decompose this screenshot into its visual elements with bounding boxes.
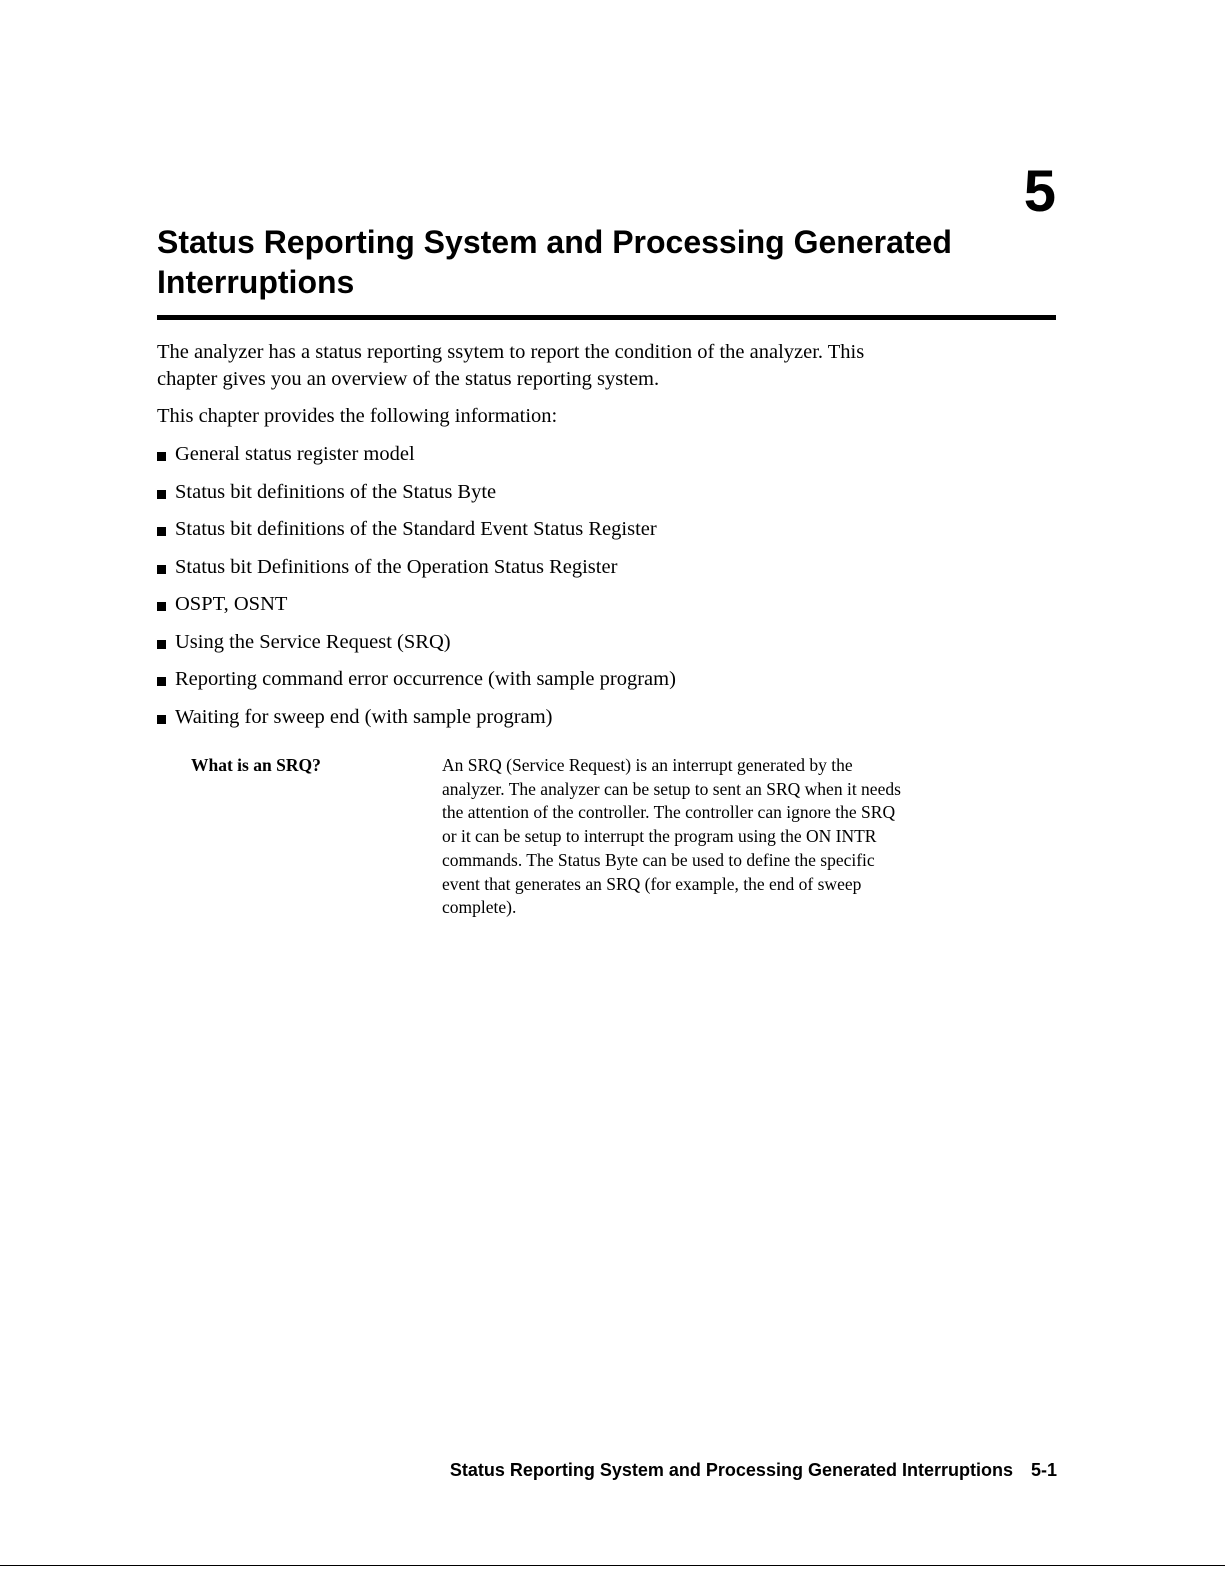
list-item — [157, 554, 676, 592]
chapter-title-line-1: Status Reporting System and Processing Generated — [157, 224, 952, 260]
note-line: analyzer. The analyzer can be setup to sent an SRQ when it needs — [442, 778, 901, 799]
list-item — [157, 704, 676, 742]
square-bullet-icon — [157, 490, 166, 499]
provides-paragraph: This chapter provides the following information: — [157, 405, 558, 427]
note-line: complete). — [442, 897, 517, 918]
list-item-text: Status bit definitions of the Standard Event Status Register — [175, 518, 657, 540]
square-bullet-icon — [157, 715, 166, 724]
list-item — [157, 516, 676, 554]
note-line: An SRQ (Service Request) is an interrupt generated by the — [442, 755, 853, 775]
note-label: What is an SRQ? — [191, 755, 321, 775]
list-item — [157, 591, 676, 629]
square-bullet-icon — [157, 677, 166, 686]
intro-paragraph — [157, 339, 1037, 393]
list-item-text: OSPT, OSNT — [175, 593, 288, 615]
list-item — [157, 479, 676, 517]
footer-title: Status Reporting System and Processing Generated Interruptions — [449, 1460, 1013, 1480]
square-bullet-icon — [157, 452, 166, 461]
list-item-text: Waiting for sweep end (with sample program) — [175, 705, 553, 728]
chapter-number: 5 — [1023, 159, 1056, 224]
intro-line-1: The analyzer has a status reporting ssytem to report the condition of the analyzer. This — [157, 341, 865, 363]
list-item — [157, 441, 676, 479]
list-item-text: Status bit definitions of the Status Byte — [175, 480, 497, 503]
note-line: event that generates an SRQ (for example, the end of sweep — [442, 873, 862, 894]
intro-line-2: chapter gives you an overview of the status reporting system. — [157, 368, 660, 390]
chapter-title-line-2: Interruptions — [157, 264, 355, 300]
note-line: the attention of the controller. The controller can ignore the SRQ — [442, 802, 896, 823]
list-item-text: General status register model — [175, 443, 415, 465]
square-bullet-icon — [157, 527, 166, 536]
square-bullet-icon — [157, 602, 166, 611]
note-line: commands. The Status Byte can be used to define the specific — [442, 849, 875, 870]
list-item — [157, 666, 676, 704]
square-bullet-icon — [157, 640, 166, 649]
page-footer — [450, 1459, 1057, 1481]
note-line: or it can be setup to interrupt the program using the ON INTR — [442, 826, 877, 847]
chapter-title — [157, 222, 1037, 302]
title-rule — [157, 315, 1056, 320]
list-item-text: Using the Service Request (SRQ) — [175, 630, 451, 653]
note-text — [442, 754, 1037, 920]
square-bullet-icon — [157, 565, 166, 574]
list-item-text: Reporting command error occurrence (with sample program) — [175, 668, 676, 690]
list-item — [157, 629, 676, 667]
topic-list — [157, 441, 676, 741]
list-item-text: Status bit Definitions of the Operation Status Register — [175, 555, 618, 578]
bottom-rule — [0, 1565, 1225, 1566]
page-number: 5-1 — [1030, 1460, 1057, 1480]
